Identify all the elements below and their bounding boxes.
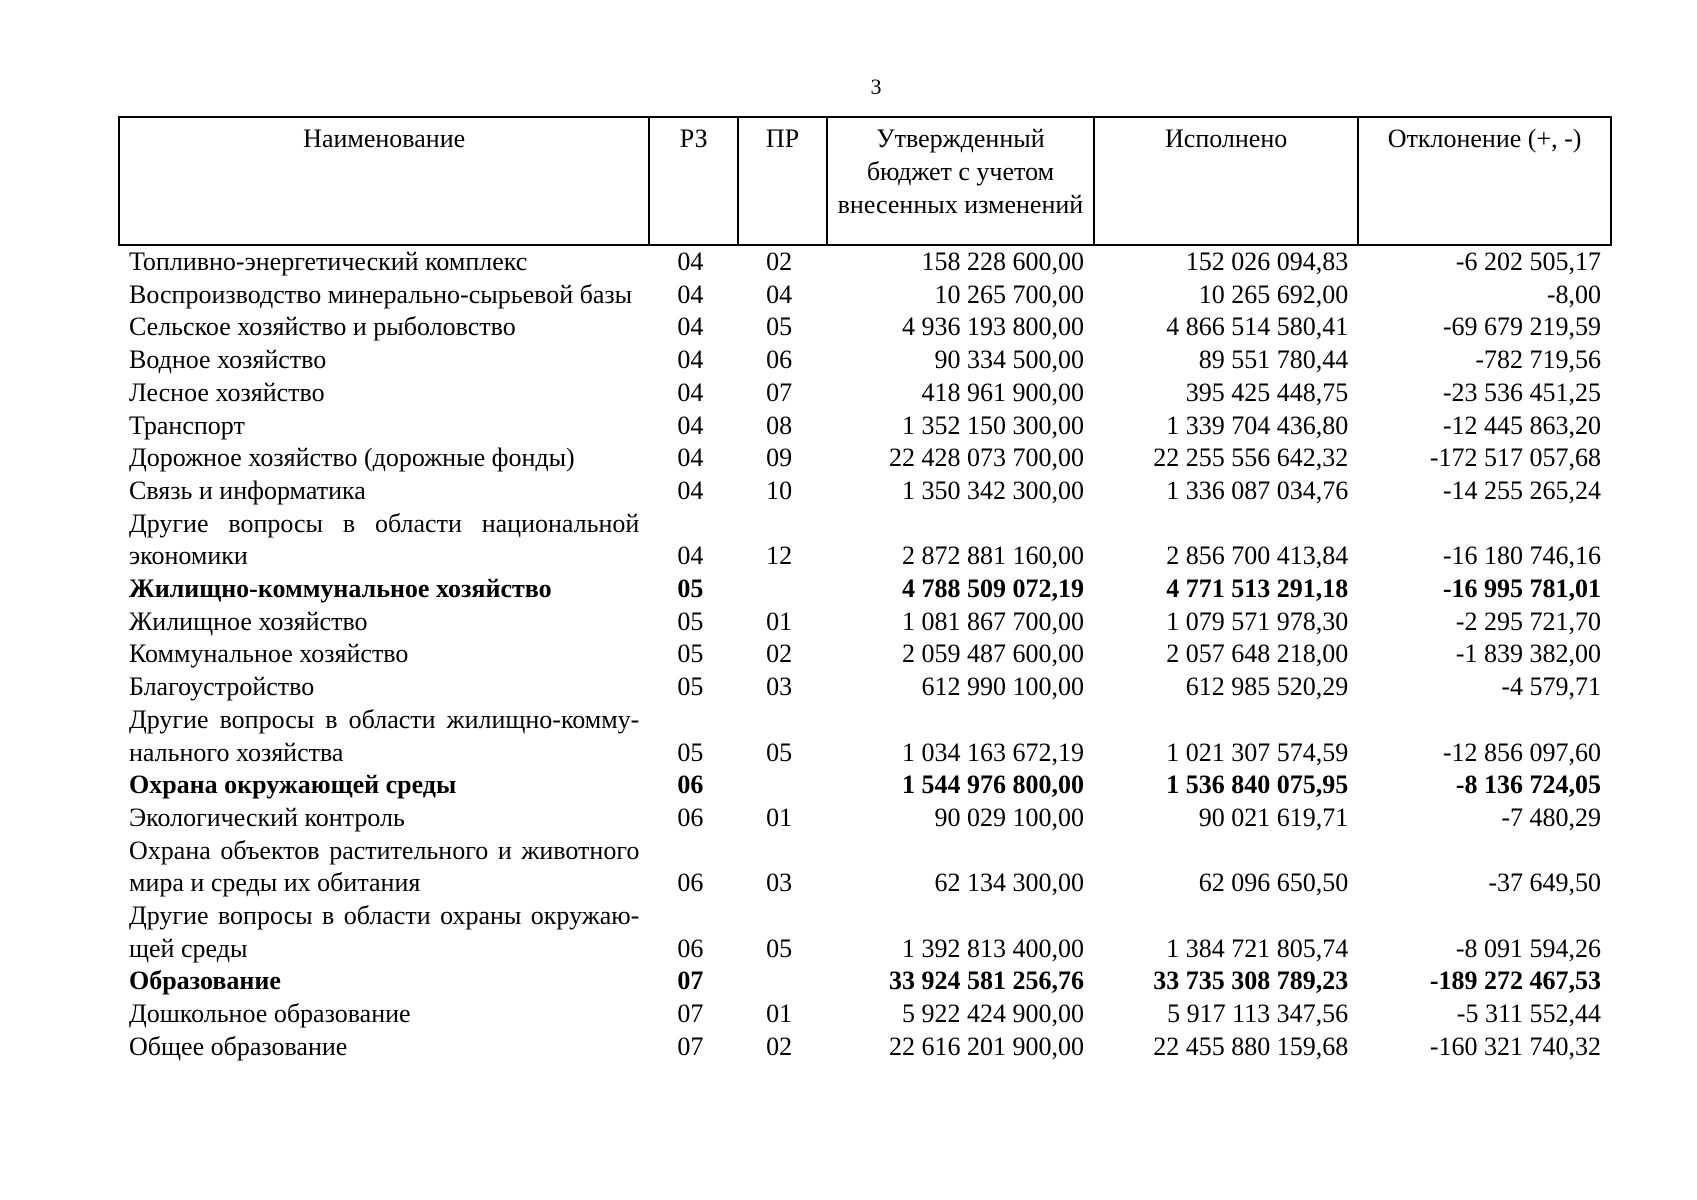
- table-row: [119, 802, 1611, 835]
- cell-deviation: -16 995 781,01: [1442, 574, 1601, 604]
- cell-name: Лесное хозяйство: [129, 377, 325, 407]
- cell-executed: 22 455 880 159,68: [1153, 1031, 1349, 1061]
- cell-executed: 62 096 650,50: [1198, 868, 1349, 898]
- cell-executed: 1 384 721 805,74: [1166, 933, 1349, 963]
- cell-name: Сельское хозяйство и рыболовство: [129, 312, 516, 342]
- cell-deviation: -8,00: [1546, 279, 1601, 309]
- cell-deviation: -6 202 505,17: [1455, 247, 1601, 276]
- cell-approved: 1 544 976 800,00: [902, 770, 1085, 800]
- cell-rz: 04: [677, 247, 704, 276]
- cell-pr: 02: [766, 639, 793, 669]
- cell-deviation: -4 579,71: [1501, 672, 1601, 702]
- cell-rz: 05: [677, 574, 704, 604]
- cell-deviation: -2 295 721,70: [1455, 606, 1601, 636]
- header-name: Наименование: [119, 117, 649, 245]
- table-row: [119, 508, 1611, 573]
- cell-name: Другие вопросы в области жилищно-комму-нального хозяйства: [129, 704, 640, 767]
- cell-deviation: -189 272 467,53: [1429, 966, 1601, 996]
- cell-deviation: -37 649,50: [1488, 868, 1601, 898]
- table-row: [119, 704, 1611, 769]
- table-section-row: [119, 573, 1611, 606]
- table-row: [119, 245, 1611, 279]
- cell-deviation: -16 180 746,16: [1442, 541, 1601, 571]
- cell-approved: 33 924 581 256,76: [889, 966, 1085, 996]
- cell-pr: 01: [766, 999, 793, 1029]
- cell-name: Коммунальное хозяйство: [129, 639, 409, 669]
- cell-executed: 395 425 448,75: [1185, 377, 1349, 407]
- cell-approved: 2 872 881 160,00: [902, 541, 1085, 571]
- cell-pr: [738, 965, 827, 998]
- cell-pr: 08: [766, 410, 793, 440]
- cell-rz: 06: [677, 802, 704, 832]
- cell-executed: 89 551 780,44: [1198, 345, 1349, 375]
- cell-rz: 04: [677, 541, 704, 571]
- cell-approved: 612 990 100,00: [921, 672, 1085, 702]
- cell-executed: 22 255 556 642,32: [1153, 443, 1349, 473]
- cell-approved: 4 936 193 800,00: [902, 312, 1085, 342]
- page-number: 3: [870, 74, 882, 99]
- table-row: [119, 311, 1611, 344]
- cell-rz: 05: [677, 606, 704, 636]
- table-section-row: [119, 965, 1611, 998]
- cell-approved: 158 228 600,00: [921, 247, 1085, 276]
- cell-name: Воспроизводство минерально-сырьевой базы: [129, 279, 633, 309]
- cell-name: Экологический контроль: [129, 802, 405, 832]
- cell-pr: 05: [766, 737, 793, 767]
- cell-deviation: -12 856 097,60: [1442, 737, 1601, 767]
- cell-pr: 01: [766, 606, 793, 636]
- table-row: [119, 638, 1611, 671]
- cell-approved: 22 428 073 700,00: [889, 443, 1085, 473]
- cell-executed: 2 856 700 413,84: [1166, 541, 1349, 571]
- cell-name: Топливно-энергетический комплекс: [129, 247, 528, 276]
- cell-executed: 1 339 704 436,80: [1166, 410, 1349, 440]
- cell-deviation: -1 839 382,00: [1455, 639, 1601, 669]
- cell-deviation: -69 679 219,59: [1442, 312, 1601, 342]
- table-header-row: [119, 117, 1611, 245]
- cell-deviation: -8 136 724,05: [1455, 770, 1601, 800]
- cell-approved: 1 081 867 700,00: [902, 606, 1085, 636]
- cell-executed: 1 021 307 574,59: [1166, 737, 1349, 767]
- cell-rz: 07: [677, 966, 704, 996]
- cell-name: Жилищное хозяйство: [129, 606, 368, 636]
- cell-pr: 03: [766, 868, 793, 898]
- cell-rz: 05: [677, 737, 704, 767]
- cell-executed: 1 536 840 075,95: [1166, 770, 1349, 800]
- cell-approved: 1 392 813 400,00: [902, 933, 1085, 963]
- cell-name: Благоустройство: [129, 672, 315, 702]
- cell-executed: 4 771 513 291,18: [1166, 574, 1349, 604]
- cell-pr: 09: [766, 443, 793, 473]
- cell-approved: 10 265 700,00: [934, 279, 1085, 309]
- cell-rz: 04: [677, 410, 704, 440]
- table-row: [119, 410, 1611, 443]
- cell-executed: 5 917 113 347,56: [1167, 999, 1349, 1029]
- cell-executed: 1 079 571 978,30: [1166, 606, 1349, 636]
- cell-rz: 04: [677, 475, 704, 505]
- cell-name: Другие вопросы в области охраны окружаю-щей среды: [129, 901, 640, 963]
- cell-pr: 02: [766, 247, 793, 276]
- header-pr: ПР: [738, 117, 827, 245]
- table-row: [119, 475, 1611, 508]
- cell-approved: 2 059 487 600,00: [902, 639, 1085, 669]
- cell-executed: 612 985 520,29: [1185, 672, 1349, 702]
- cell-deviation: -172 517 057,68: [1429, 443, 1601, 473]
- cell-pr: 04: [766, 279, 793, 309]
- cell-approved: 62 134 300,00: [934, 868, 1085, 898]
- cell-name: Другие вопросы в области национальной экономики: [129, 508, 640, 571]
- table-row: [119, 671, 1611, 704]
- cell-pr: [738, 769, 827, 802]
- cell-deviation: -7 480,29: [1501, 802, 1601, 832]
- cell-rz: 04: [677, 443, 704, 473]
- cell-approved: 1 352 150 300,00: [902, 410, 1085, 440]
- cell-rz: 07: [677, 1031, 704, 1061]
- cell-deviation: -8 091 594,26: [1455, 933, 1601, 963]
- table-row: [119, 606, 1611, 639]
- cell-name: Дошкольное образование: [129, 999, 411, 1029]
- cell-name: Водное хозяйство: [129, 345, 327, 375]
- cell-approved: 1 034 163 672,19: [902, 737, 1085, 767]
- cell-pr: 07: [766, 377, 793, 407]
- cell-pr: 03: [766, 672, 793, 702]
- cell-rz: 06: [677, 933, 704, 963]
- table-row: [119, 835, 1611, 900]
- cell-deviation: -160 321 740,32: [1429, 1031, 1601, 1061]
- cell-name: Транспорт: [129, 410, 245, 440]
- cell-name: Охрана окружающей среды: [129, 770, 457, 800]
- cell-rz: 04: [677, 312, 704, 342]
- cell-pr: 10: [766, 475, 793, 505]
- cell-executed: 2 057 648 218,00: [1166, 639, 1349, 669]
- cell-name: Связь и информатика: [129, 475, 366, 505]
- cell-pr: 01: [766, 802, 793, 832]
- budget-table: [118, 116, 1612, 1064]
- cell-pr: 12: [766, 541, 793, 571]
- cell-approved: 418 961 900,00: [921, 377, 1085, 407]
- cell-executed: 90 021 619,71: [1198, 802, 1349, 832]
- cell-pr: 05: [766, 933, 793, 963]
- cell-rz: 05: [677, 639, 704, 669]
- cell-name: Дорожное хозяйство (дорожные фонды): [129, 443, 575, 473]
- cell-approved: 22 616 201 900,00: [889, 1031, 1085, 1061]
- cell-name: Образование: [129, 966, 281, 996]
- cell-executed: 10 265 692,00: [1198, 279, 1349, 309]
- table-section-row: [119, 769, 1611, 802]
- cell-pr: 02: [766, 1031, 793, 1061]
- cell-executed: 1 336 087 034,76: [1166, 475, 1349, 505]
- table-row: [119, 900, 1611, 965]
- cell-rz: 05: [677, 672, 704, 702]
- cell-deviation: -14 255 265,24: [1442, 475, 1601, 505]
- cell-approved: 90 334 500,00: [934, 345, 1085, 375]
- cell-rz: 06: [677, 770, 704, 800]
- header-executed: Исполнено: [1094, 117, 1358, 245]
- cell-executed: 4 866 514 580,41: [1166, 312, 1349, 342]
- cell-deviation: -782 719,56: [1475, 345, 1601, 375]
- cell-executed: 33 735 308 789,23: [1153, 966, 1349, 996]
- cell-pr: [738, 573, 827, 606]
- header-rz: РЗ: [649, 117, 738, 245]
- cell-pr: 06: [766, 345, 793, 375]
- cell-rz: 07: [677, 999, 704, 1029]
- table-row: [119, 344, 1611, 377]
- cell-rz: 04: [677, 345, 704, 375]
- cell-rz: 04: [677, 377, 704, 407]
- cell-approved: 90 029 100,00: [934, 802, 1085, 832]
- table-row: [119, 1031, 1611, 1064]
- header-deviation: Отклонение (+, -): [1358, 117, 1611, 245]
- cell-deviation: -12 445 863,20: [1442, 410, 1601, 440]
- cell-name: Жилищно-коммунальное хозяйство: [129, 574, 552, 604]
- cell-deviation: -23 536 451,25: [1442, 377, 1601, 407]
- cell-name: Общее образование: [129, 1031, 348, 1061]
- cell-rz: 06: [677, 868, 704, 898]
- cell-deviation: -5 311 552,44: [1456, 999, 1601, 1029]
- cell-pr: 05: [766, 312, 793, 342]
- table-body: [119, 245, 1611, 1064]
- cell-approved: 1 350 342 300,00: [902, 475, 1085, 505]
- cell-executed: 152 026 094,83: [1185, 247, 1349, 276]
- table-row: [119, 998, 1611, 1031]
- cell-name: Охрана объектов растительного и животного мира и среды их обитания: [129, 835, 640, 898]
- cell-approved: 4 788 509 072,19: [902, 574, 1085, 604]
- cell-approved: 5 922 424 900,00: [902, 999, 1085, 1029]
- table-row: [119, 442, 1611, 475]
- table-row: [119, 279, 1611, 312]
- cell-rz: 04: [677, 279, 704, 309]
- table-row: [119, 377, 1611, 410]
- header-approved: Утвержденный бюджет с учетом внесенных изменений: [827, 117, 1094, 245]
